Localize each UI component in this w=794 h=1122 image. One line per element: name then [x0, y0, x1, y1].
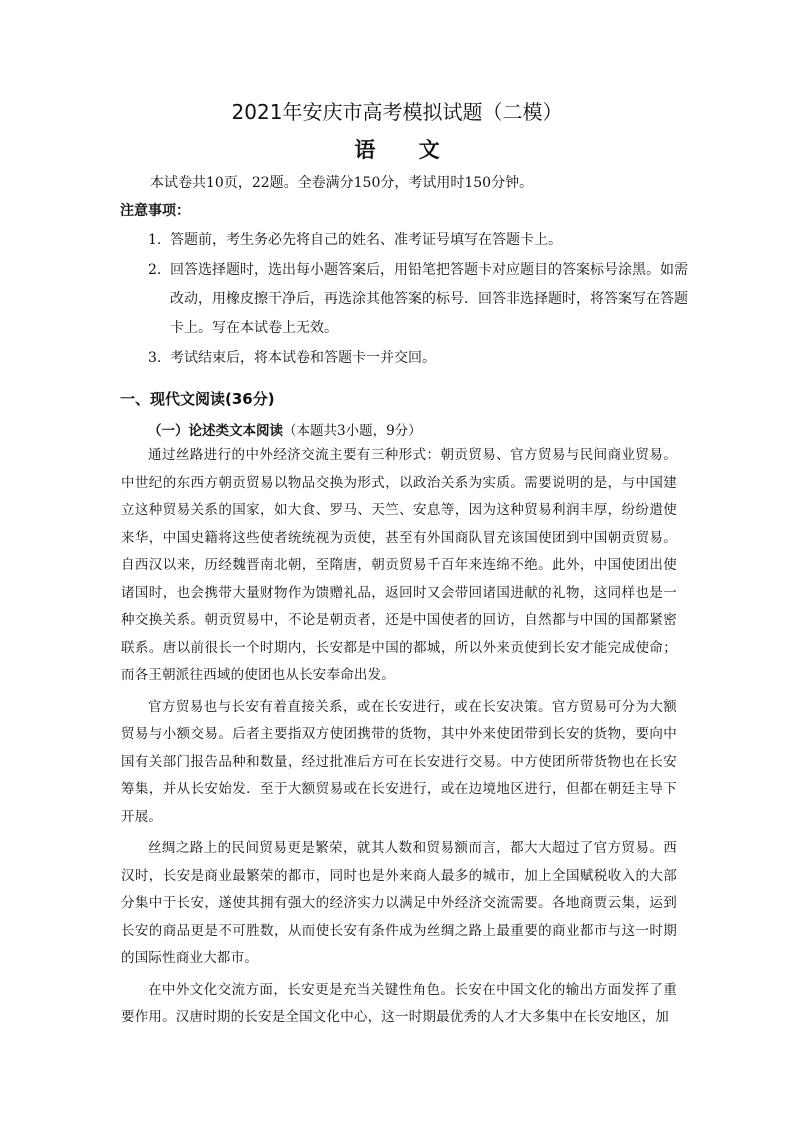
notice-item	[148, 226, 688, 254]
notice-item-text: 答题前，考生务必先将自己的姓名、准考证号填写在答题卡上。	[170, 232, 562, 248]
notice-item-number: 2.	[148, 262, 162, 278]
subsection-label: （一）论述类文本阅读	[148, 423, 283, 439]
exam-title: 2021年安庆市高考模拟试题（二模）	[231, 100, 563, 124]
notice-item-number: 3.	[148, 350, 162, 366]
passage-paragraph: 通过丝路进行的中外经济交流主要有三种形式：朝贡贸易、官方贸易与民间商业贸易。中世纪的东西方朝贡贸易以物品交换为形式，以政治关系为实质。需要说明的是，与中国建立这种贸易关系的国家，如大食、罗马、天竺、安息等，因为这种贸易利润丰厚，纷纷遣使来华，中国史籍将这些使者统统视为贡使，甚至有外国商队冒充该国使团到中国朝贡贸易。自西汉以来，历经魏晋南北朝，至隋唐，朝贡贸易千百年来连绵不绝。此外，中国使团出使诸国时，也会携带大量财物作为馈赠礼品，返回时又会带回诸国进献的礼物，这同样也是一种交换关系。朝贡贸易中，不论是朝贡者，还是中国使者的回访，自然都与中国的国都紧密联系。唐以前很长一个时期内，长安都是中国的都城，所以外来贡使到长安才能完成使命；而各王朝派往西域的使团也从长安奉命出发。	[121, 447, 677, 683]
notice-item	[148, 256, 688, 343]
notice-heading: 注意事项：	[120, 203, 190, 219]
passage-paragraph: 官方贸易也与长安有着直接关系，或在长安进行，或在长安决策。官方贸易可分为大额贸易与小额交易。后者主要指双方使团携带的货物，其中外来使团带到长安的货物，要向中国有关部门报告品种和数量，经过批准后方可在长安进行交易。中方使团所带货物也在长安筹集，并从长安始发．至于大额贸易或在长安进行，或在边境地区进行，但都在朝廷主导下开展。	[121, 698, 677, 825]
notice-item	[148, 344, 688, 372]
passage-paragraph: 丝绸之路上的民间贸易更是繁荣，就其人数和贸易额而言，都大大超过了官方贸易。西汉时，长安是商业最繁荣的都市，同时也是外来商人最多的城市，加上全国赋税收入的大部分集中于长安，遂使其拥有强大的经济实力以满足中外经济交流需要。各地商贾云集，运到长安的商品更是不可胜数，从而使长安有条件成为丝绸之路上最重要的商业都市与这一时期的国际性商业大都市。	[121, 840, 677, 966]
notice-item-number: 1.	[148, 232, 162, 248]
subsection-title	[148, 419, 422, 439]
exam-intro: 本试卷共10页，22题。全卷满分150分，考试用时150分钟。	[150, 175, 534, 191]
passage-paragraph: 在中外文化交流方面，长安更是充当关键性角色。长安在中国文化的输出方面发挥了重要作用。汉唐时期的长安是全国文化中心，这一时期最优秀的人才大多集中在长安地区，加	[121, 981, 677, 1025]
section-title: 一、现代文阅读(36分)	[120, 390, 275, 408]
notice-item-text: 考试结束后，将本试卷和答题卡一并交回。	[170, 350, 436, 366]
subject-title: 语 文	[354, 138, 458, 162]
notice-list	[148, 226, 688, 372]
subsection-note: （本题共3小题，9分）	[283, 423, 422, 439]
notice-item-text: 回答选择题时，选出每小题答案后，用铅笔把答题卡对应题目的答案标号涂黑。如需改动，用橡皮擦干净后，再选涂其他答案的标号．回答非选择题时，将答案写在答题卡上。写在本试卷上无效。	[170, 262, 688, 336]
reading-passage	[121, 442, 677, 1036]
